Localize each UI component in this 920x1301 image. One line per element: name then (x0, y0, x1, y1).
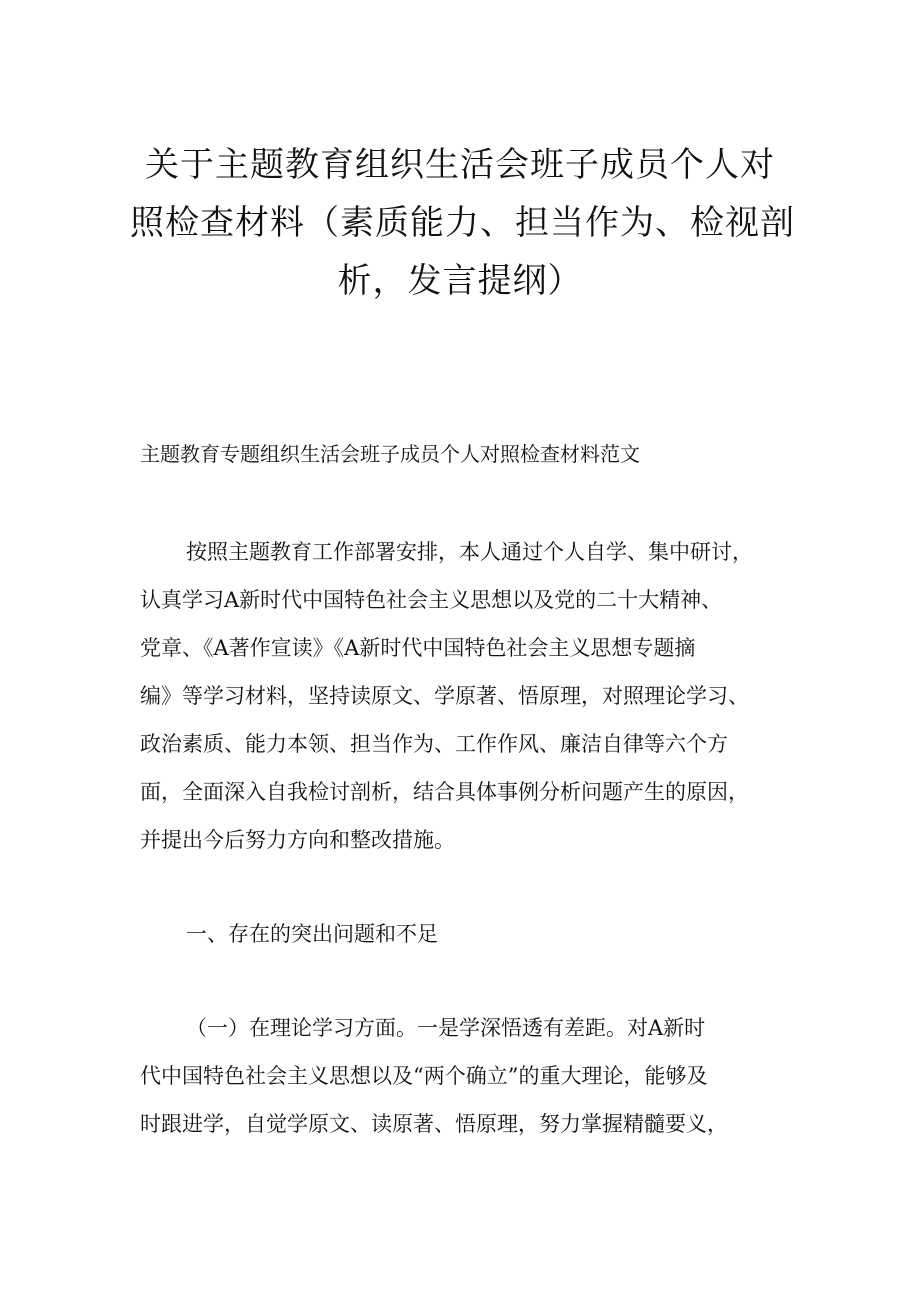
intro-line-6: 面，全面深入自我检讨剖析，结合具体事例分析问题产生的原因， (140, 780, 749, 804)
intro-line-2: 认真学习A新时代中国特色社会主义思想以及党的二十大精神、 (140, 588, 723, 612)
section1-line-2: 代中国特色社会主义思想以及“两个确立”的重大理论，能够及 (140, 1064, 708, 1088)
section-heading: 一、存在的突出问题和不足 (186, 922, 438, 946)
intro-line-3: 党章、《A著作宣读》《A新时代中国特色社会主义思想专题摘 (140, 636, 696, 660)
intro-line-7: 并提出今后努力方向和整改措施。 (140, 828, 455, 852)
intro-line-1: 按照主题教育工作部署安排，本人通过个人自学、集中研讨， (186, 540, 753, 564)
document-title (130, 136, 795, 310)
document-subtitle: 主题教育专题组织生活会班子成员个人对照检查材料范文 (140, 442, 640, 466)
title-line-1: 关于主题教育组织生活会班子成员个人对 (145, 145, 775, 185)
title-line-2: 照检查材料（素质能力、担当作为、检视剖 (130, 203, 795, 243)
section1-line-1: （一）在理论学习方面。一是学深悟透有差距。对A新时 (186, 1016, 706, 1040)
title-line-3: 析，发言提纲） (337, 261, 583, 301)
section1-line-3: 时跟进学，自觉学原文、读原著、悟原理，努力掌握精髓要义， (140, 1112, 728, 1136)
intro-line-4: 编》等学习材料，坚持读原文、学原著、悟原理，对照理论学习、 (140, 684, 749, 708)
intro-line-5: 政治素质、能力本领、担当作为、工作作风、廉洁自律等六个方 (140, 732, 728, 756)
